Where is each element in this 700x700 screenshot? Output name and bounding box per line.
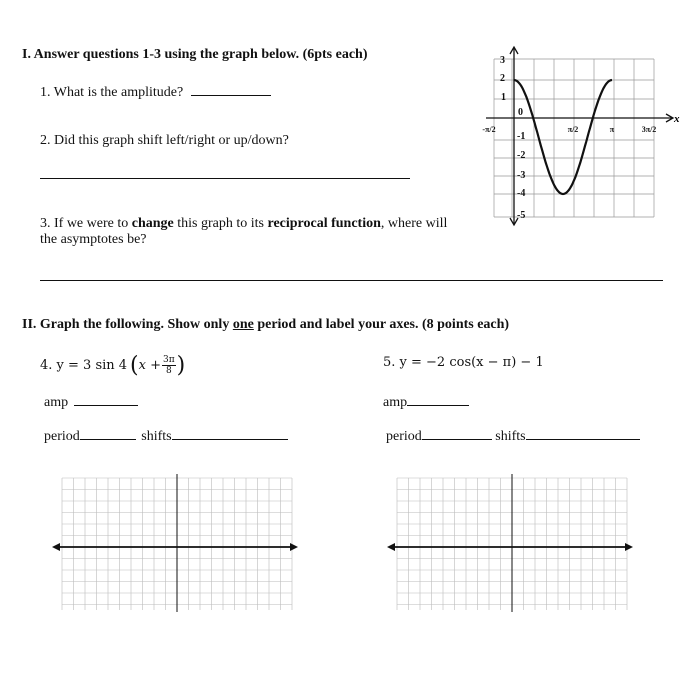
problem-4-period-shifts xyxy=(44,427,288,445)
section-2-heading-one: one xyxy=(232,317,254,332)
question-3-text-a: 3. If we were to xyxy=(40,216,132,231)
x-axis-label: x xyxy=(674,113,680,125)
section-2-heading xyxy=(22,317,509,333)
problem-5-graph-grid[interactable] xyxy=(385,470,635,615)
section-2-heading-a: II. Graph the following. Show only xyxy=(22,317,233,332)
x-tick-half-pi: π/2 xyxy=(567,125,579,134)
question-1 xyxy=(40,83,271,101)
amp-label-5: amp xyxy=(383,395,408,410)
question-3-text-e: , where will xyxy=(380,216,448,231)
question-3-emph-reciprocal: reciprocal function xyxy=(267,216,381,231)
answer-1-blank[interactable] xyxy=(191,83,271,96)
amp-label-4: amp xyxy=(44,395,69,410)
question-2-text: 2. Did this graph shift left/right or up/down? xyxy=(40,133,289,148)
x-tick-three-half-pi: 3π/2 xyxy=(641,125,657,134)
y-tick-neg3: -3 xyxy=(517,170,526,181)
section-2-heading-c: period and label your axes. (8 points each) xyxy=(253,317,510,332)
problem-4-x-axis-arrow-right xyxy=(290,543,298,551)
x-tick-pi: π xyxy=(609,125,615,134)
y-tick-3: 3 xyxy=(500,55,505,66)
problem-4-numerator: 3π xyxy=(163,354,175,365)
problem-4-x: x + xyxy=(138,357,161,373)
reference-graph xyxy=(478,42,680,232)
answer-3-line[interactable] xyxy=(40,280,663,281)
problem-4-amp xyxy=(44,393,138,411)
y-tick-neg2: -2 xyxy=(517,150,526,161)
problem-4 xyxy=(40,352,185,378)
answer-2-line[interactable] xyxy=(40,178,410,179)
amp-blank-5[interactable] xyxy=(407,393,469,406)
shifts-blank-5[interactable] xyxy=(526,427,640,440)
problem-5-equation: 5. y = −2 cos(x − π) − 1 xyxy=(383,355,544,370)
problem-4-open-paren: ( xyxy=(130,352,139,378)
problem-5-x-axis-arrow-right xyxy=(625,543,633,551)
problem-4-denominator: 8 xyxy=(165,365,172,376)
period-blank-5[interactable] xyxy=(422,427,492,440)
question-3 xyxy=(40,216,447,232)
period-label-4: period xyxy=(44,429,80,444)
problem-5-period-shifts xyxy=(386,427,640,445)
problem-4-graph-grid[interactable] xyxy=(50,470,300,615)
reference-curve xyxy=(514,80,612,194)
reference-graph-axes xyxy=(486,47,673,225)
problem-4-close-paren: ) xyxy=(176,352,186,378)
amp-blank-4[interactable] xyxy=(74,393,138,406)
question-1-text: 1. What is the amplitude? xyxy=(40,85,184,100)
y-tick-neg5: -5 xyxy=(517,210,526,221)
section-1-heading: I. Answer questions 1-3 using the graph below. (6pts each) xyxy=(22,47,368,62)
problem-4-x-axis-arrow-left xyxy=(52,543,60,551)
shifts-label-5: shifts xyxy=(495,429,526,444)
problem-4-fraction xyxy=(162,355,176,376)
y-tick-neg1: -1 xyxy=(517,131,526,142)
y-tick-1: 1 xyxy=(501,92,506,103)
shifts-blank-4[interactable] xyxy=(172,427,288,440)
question-3-text-c: this graph to its xyxy=(173,216,268,231)
question-3-line2: the asymptotes be? xyxy=(40,232,147,247)
y-tick-neg4: -4 xyxy=(517,188,526,199)
problem-5-x-axis-arrow-left xyxy=(387,543,395,551)
period-label-5: period xyxy=(386,429,422,444)
question-3-emph-change: change xyxy=(131,216,174,231)
problem-5-amp xyxy=(383,393,469,411)
y-tick-0: 0 xyxy=(518,107,523,118)
problem-4-equation: 4. y = 3 sin 4 xyxy=(40,357,128,373)
shifts-label-4: shifts xyxy=(141,429,172,444)
period-blank-4[interactable] xyxy=(80,427,136,440)
reference-x-ticks xyxy=(482,125,656,134)
x-tick-neg-half-pi: -π/2 xyxy=(482,125,496,134)
y-tick-2: 2 xyxy=(500,73,505,84)
